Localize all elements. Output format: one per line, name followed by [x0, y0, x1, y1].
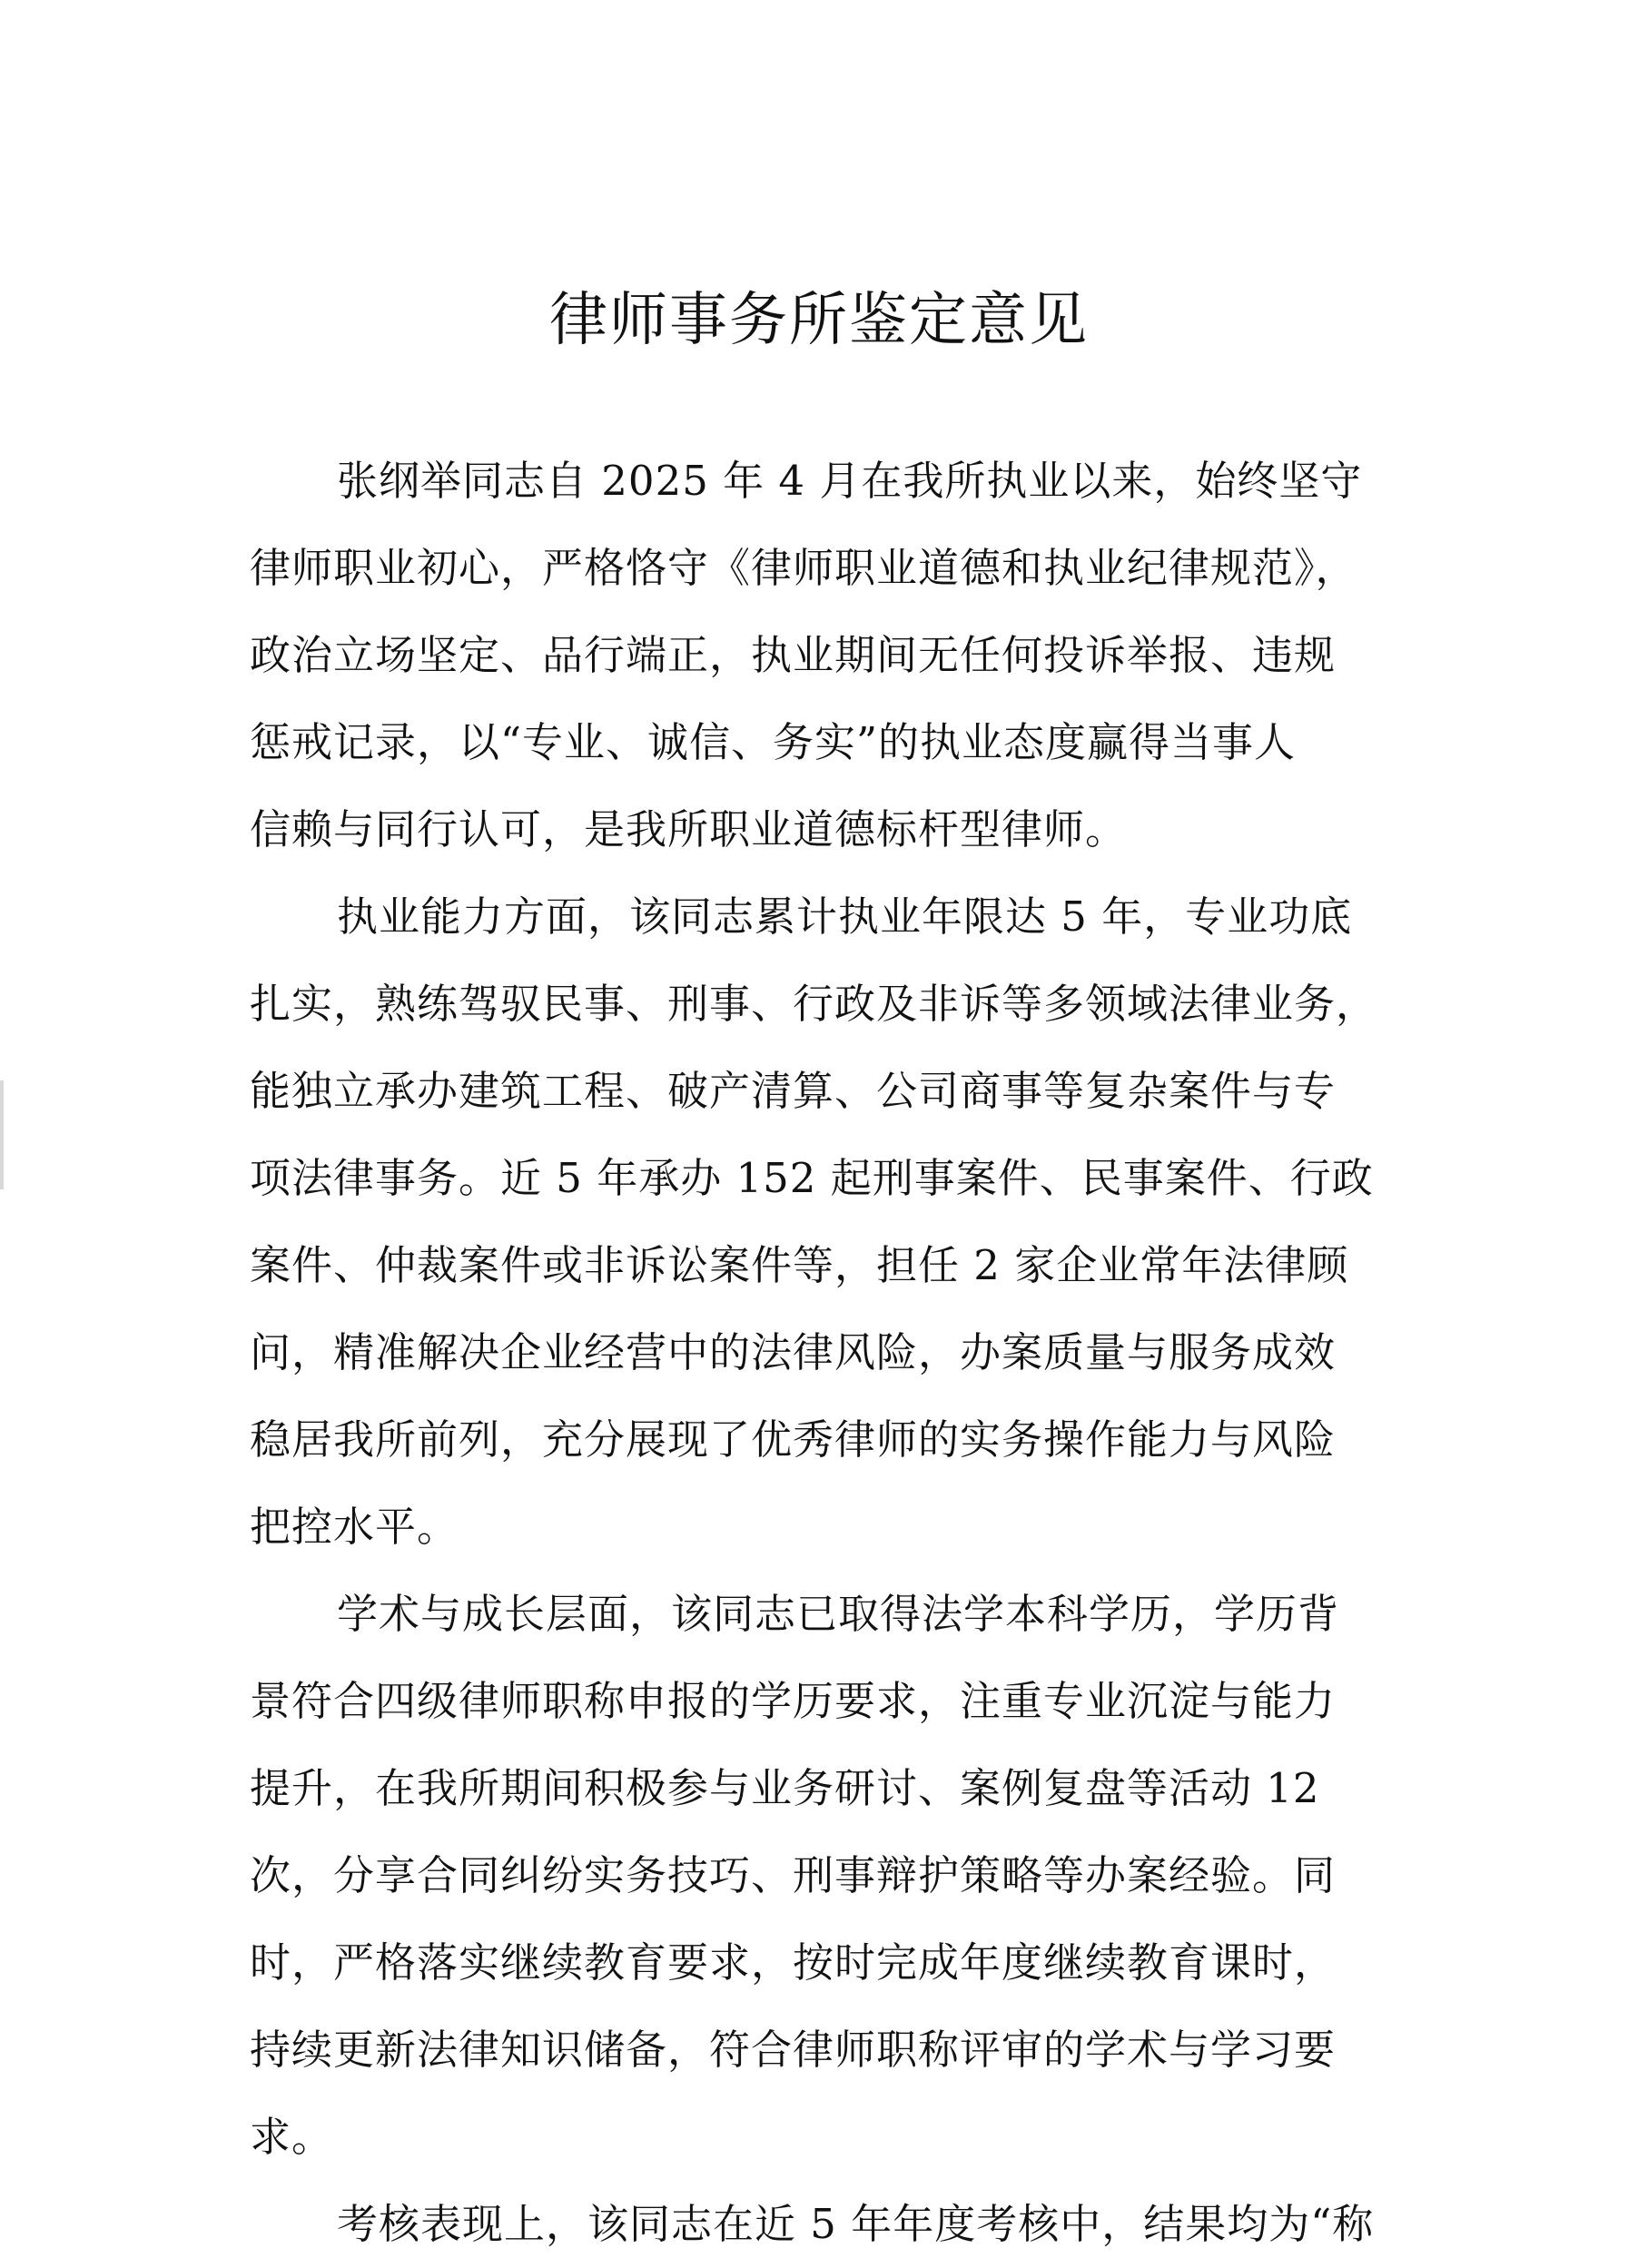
document-title: 律师事务所鉴定意见	[549, 287, 1089, 354]
text-line: 提升，在我所期间积极参与业务研讨、案例复盘等活动 12	[250, 1764, 1320, 1812]
document-body	[250, 438, 1398, 2268]
text-line: 问，精准解决企业经营中的法律风险，办案质量与服务成效	[250, 1328, 1337, 1376]
paragraph-3	[250, 1571, 1398, 2181]
text-line: 景符合四级律师职称申报的学历要求，注重专业沉淀与能力	[250, 1677, 1337, 1725]
text-line: 次，分享合同纠纷实务技巧、刑事辩护策略等办案经验。同	[250, 1851, 1337, 1899]
text-line: 求。	[250, 2113, 334, 2161]
scan-edge-mark	[0, 1080, 4, 1189]
text-line: 持续更新法律知识储备，符合律师职称评审的学术与学习要	[250, 2026, 1337, 2074]
paragraph-1	[250, 438, 1398, 873]
text-line: 扎实，熟练驾驭民事、刑事、行政及非诉等多领域法律业务，	[250, 980, 1378, 1028]
text-line: 执业能力方面，该同志累计执业年限达 5 年，专业功底	[337, 892, 1353, 941]
text-line: 项法律事务。近 5 年承办 152 起刑事案件、民事案件、行政	[250, 1154, 1374, 1202]
text-line: 学术与成长层面，该同志已取得法学本科学历，学历背	[337, 1590, 1340, 1638]
text-line: 案件、仲裁案件或非诉讼案件等，担任 2 家企业常年法律顾	[250, 1241, 1349, 1289]
text-line: 张纲举同志自 2025 年 4 月在我所执业以来，始终坚守	[337, 457, 1363, 505]
text-line: 政治立场坚定、品行端正，执业期间无任何投诉举报、违规	[250, 631, 1337, 679]
text-line: 把控水平。	[250, 1503, 459, 1551]
text-line: 能独立承办建筑工程、破产清算、公司商事等复杂案件与专	[250, 1067, 1337, 1115]
text-line: 惩戒记录，以“专业、诚信、务实”的执业态度赢得当事人	[250, 718, 1297, 766]
text-line: 稳居我所前列，充分展现了优秀律师的实务操作能力与风险	[250, 1415, 1337, 1464]
text-line: 信赖与同行认可，是我所职业道德标杆型律师。	[250, 805, 1128, 853]
text-line: 律师职业初心，严格恪守《律师职业道德和执业纪律规范》，	[250, 544, 1357, 592]
paragraph-4	[250, 2181, 1398, 2268]
text-line: 时，严格落实继续教育要求，按时完成年度继续教育课时，	[250, 1938, 1337, 1987]
paragraph-2	[250, 873, 1398, 1571]
text-line: 考核表现上，该同志在近 5 年年度考核中，结果均为“称	[337, 2200, 1375, 2248]
